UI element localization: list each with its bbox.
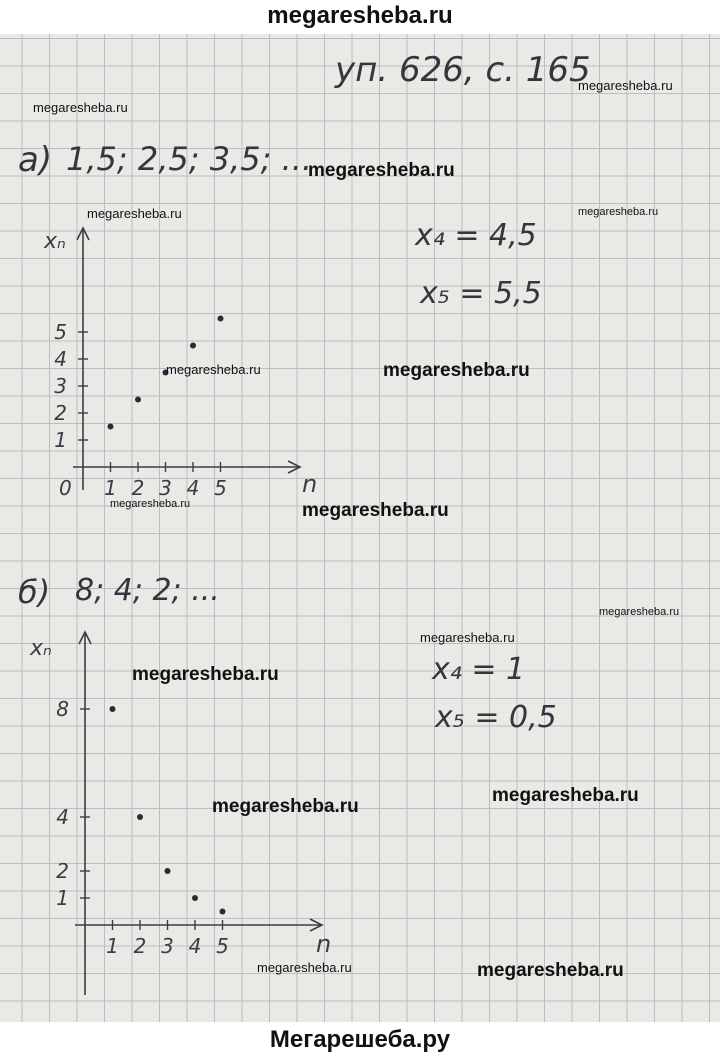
y-tick-label: 4 xyxy=(54,347,67,371)
watermark[interactable]: megaresheba.ru xyxy=(420,630,515,645)
y-tick-label: 4 xyxy=(56,805,69,829)
x-tick-label: 1 xyxy=(104,476,117,500)
y-tick-label: 1 xyxy=(56,886,69,910)
x-tick-label: 3 xyxy=(161,934,174,958)
watermark[interactable]: megaresheba.ru xyxy=(166,362,261,377)
site-banner-bottom[interactable]: Мегарешеба.ру xyxy=(0,1022,720,1058)
data-point xyxy=(165,868,171,874)
x-tick-label: 5 xyxy=(216,934,229,958)
watermark[interactable]: megaresheba.ru xyxy=(257,960,352,975)
data-point xyxy=(220,909,226,915)
watermark[interactable]: megaresheba.ru xyxy=(578,78,673,93)
part-b-answer-x5: x₅ = 0,5 xyxy=(435,700,557,735)
watermark[interactable]: megaresheba.ru xyxy=(87,206,182,221)
exercise-header: уп. 626, с. 165 xyxy=(335,50,591,90)
y-tick-label: 2 xyxy=(56,859,69,883)
x-tick-label: 2 xyxy=(131,476,145,500)
part-a-answer-x4: x₄ = 4,5 xyxy=(415,218,537,253)
site-banner-top[interactable]: megaresheba.ru xyxy=(0,0,720,34)
watermark[interactable]: megaresheba.ru xyxy=(110,498,191,510)
x-axis-label: n xyxy=(302,470,318,498)
part-a-label: а) xyxy=(18,140,53,180)
x-tick-label: 2 xyxy=(133,934,147,958)
y-tick-label: 2 xyxy=(54,401,67,425)
watermark[interactable]: megaresheba.ru xyxy=(578,206,659,218)
watermark[interactable]: megaresheba.ru xyxy=(33,100,128,115)
origin-label: 0 xyxy=(59,476,72,500)
watermark[interactable]: megaresheba.ru xyxy=(383,360,530,381)
part-b-label: б) xyxy=(18,573,51,611)
watermark[interactable]: megaresheba.ru xyxy=(132,664,279,685)
x-tick-label: 3 xyxy=(159,476,172,500)
part-a-answer-x5: x₅ = 5,5 xyxy=(420,276,542,311)
part-b-sequence: 8; 4; 2; ... xyxy=(75,573,220,608)
x-tick-label: 4 xyxy=(186,476,200,500)
x-axis-label: n xyxy=(316,930,332,958)
watermark[interactable]: megaresheba.ru xyxy=(477,960,624,981)
data-point xyxy=(192,895,198,901)
x-tick-label: 1 xyxy=(106,934,119,958)
y-tick-label: 5 xyxy=(54,320,67,344)
y-tick-label: 1 xyxy=(54,428,67,452)
data-point xyxy=(137,814,143,820)
watermark[interactable]: megaresheba.ru xyxy=(492,785,639,806)
y-tick-label: 8 xyxy=(56,697,69,721)
data-point xyxy=(110,706,116,712)
y-tick-label: 3 xyxy=(54,374,67,398)
part-b-answer-x4: x₄ = 1 xyxy=(432,652,526,687)
x-tick-label: 5 xyxy=(214,476,227,500)
y-axis-label: xₙ xyxy=(44,229,66,254)
part-a-sequence: 1,5; 2,5; 3,5; ... xyxy=(66,140,313,178)
y-axis-label: xₙ xyxy=(30,636,52,661)
x-tick-label: 4 xyxy=(188,934,202,958)
watermark[interactable]: megaresheba.ru xyxy=(599,606,680,618)
watermark[interactable]: megaresheba.ru xyxy=(302,500,449,521)
watermark[interactable]: megaresheba.ru xyxy=(308,160,455,181)
watermark[interactable]: megaresheba.ru xyxy=(212,796,359,817)
